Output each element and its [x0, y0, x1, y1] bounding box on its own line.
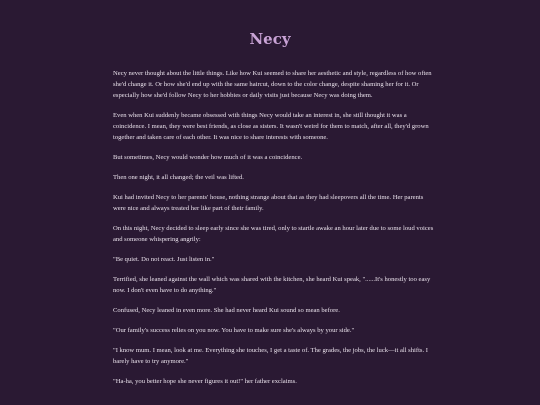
page-title: Necy	[249, 30, 291, 48]
story-paragraph: "Be quiet. Do not react. Just listen in."	[113, 256, 215, 263]
story-paragraph: But sometimes, Necy would wonder how much of it was a coincidence.	[113, 154, 303, 161]
story-paragraph: On this night, Necy decided to sleep early since she was tired, only to startle awake an hour later due to some loud voices and someone whispering angrily:	[113, 225, 434, 243]
story-paragraph: Terrified, she leaned against the wall which was shared with the kitchen, she heard Kui speak, "......It's honestly too easy now. I don't even have to do anything."	[113, 276, 431, 294]
story-paragraph: Then one night, it all changed; the veil was lifted.	[113, 174, 244, 181]
story-paragraph: Kui had invited Necy to her parents' house, nothing strange about that as they had sleepovers all the time. Her parents were nice and always treated her like part of their family.	[113, 194, 424, 212]
story-paragraph: Even when Kui suddenly became obsessed with things Necy would take an interest in, she still thought it was a coincidence. I mean, they were best friends, as close as sisters. It wasn't weird for them to match, after all, they'd grown together and taken care of each other. It was nice to share interests with someone.	[113, 112, 429, 141]
story-paragraph: "Our family's success relies on you now. You have to make sure she's always by your side."	[113, 327, 355, 334]
story-body	[113, 68, 435, 396]
story-paragraph: Necy never thought about the little things. Like how Kui seemed to share her aesthetic and style, regardless of how often she'd change it. Or how she'd end up with the same haircut, down to the color change, despite shaming her for it. Or especially how she'd follow Necy to her hobbies or daily visits just because Necy was doing them.	[113, 70, 432, 99]
story-paragraph: Confused, Necy leaned in even more. She had never heard Kui sound so mean before.	[113, 307, 340, 314]
story-paragraph: "I know mum. I mean, look at me. Everything she touches, I get a taste of. The grades, the jobs, the luck—it all shifts. I barely have to try anymore."	[113, 347, 428, 365]
story-paragraph: "Ha-ha, you better hope she never figures it out!" her father exclaims.	[113, 378, 297, 385]
